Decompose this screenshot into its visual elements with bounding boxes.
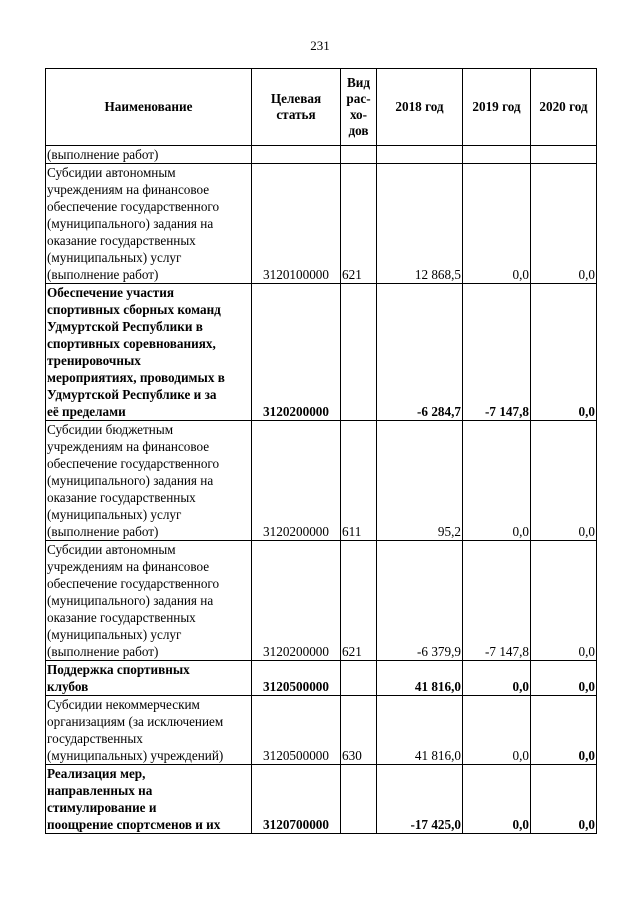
row-2020 bbox=[531, 146, 597, 164]
table-header-row bbox=[46, 69, 597, 146]
row-2020: 0,0 bbox=[531, 421, 597, 541]
header-code: Целевая статья bbox=[252, 69, 341, 146]
row-name: Обеспечение участия спортивных сборных команд Удмуртской Республики в спортивных соревнованиях, тренировочных мероприятиях, проводимых в Удмуртской Республике и за её пределами bbox=[46, 284, 252, 421]
row-type bbox=[341, 765, 377, 834]
table-row bbox=[46, 146, 597, 164]
table-row bbox=[46, 284, 597, 421]
row-2018: 95,2 bbox=[377, 421, 463, 541]
row-code: 3120200000 bbox=[252, 421, 341, 541]
page-number: 231 bbox=[310, 38, 330, 53]
row-2018: 12 868,5 bbox=[377, 164, 463, 284]
row-2020: 0,0 bbox=[531, 541, 597, 661]
row-name: Субсидии бюджетным учреждениям на финансовое обеспечение государственного (муниципального) задания на оказание государственных (муниципальных) услуг (выполнение работ) bbox=[46, 421, 252, 541]
row-2019: 0,0 bbox=[463, 164, 531, 284]
table-row bbox=[46, 164, 597, 284]
table-row bbox=[46, 661, 597, 696]
row-2018: -6 379,9 bbox=[377, 541, 463, 661]
row-code: 3120200000 bbox=[252, 541, 341, 661]
row-code: 3120500000 bbox=[252, 696, 341, 765]
row-name: Реализация мер, направленных на стимулирование и поощрение спортсменов и их bbox=[46, 765, 252, 834]
row-type: 621 bbox=[341, 164, 377, 284]
row-2020: 0,0 bbox=[531, 284, 597, 421]
row-code: 3120200000 bbox=[252, 284, 341, 421]
row-2020: 0,0 bbox=[531, 164, 597, 284]
row-code: 3120100000 bbox=[252, 164, 341, 284]
row-2019: -7 147,8 bbox=[463, 284, 531, 421]
row-2019: 0,0 bbox=[463, 421, 531, 541]
row-2019: 0,0 bbox=[463, 661, 531, 696]
table-row bbox=[46, 696, 597, 765]
budget-table bbox=[45, 68, 597, 834]
table-row bbox=[46, 541, 597, 661]
row-name: Поддержка спортивных клубов bbox=[46, 661, 252, 696]
row-name: (выполнение работ) bbox=[46, 146, 252, 164]
row-2018: 41 816,0 bbox=[377, 696, 463, 765]
row-2020: 0,0 bbox=[531, 696, 597, 765]
row-2019: -7 147,8 bbox=[463, 541, 531, 661]
row-type: 621 bbox=[341, 541, 377, 661]
row-name: Субсидии некоммерческим организациям (за исключением государственных (муниципальных) учреждений) bbox=[46, 696, 252, 765]
row-2019: 0,0 bbox=[463, 696, 531, 765]
row-type bbox=[341, 146, 377, 164]
table-row bbox=[46, 421, 597, 541]
table-row bbox=[46, 765, 597, 834]
row-2020: 0,0 bbox=[531, 661, 597, 696]
header-2018: 2018 год bbox=[377, 69, 463, 146]
row-code: 3120700000 bbox=[252, 765, 341, 834]
row-2018: 41 816,0 bbox=[377, 661, 463, 696]
header-2019: 2019 год bbox=[463, 69, 531, 146]
row-2018: -17 425,0 bbox=[377, 765, 463, 834]
row-2020: 0,0 bbox=[531, 765, 597, 834]
row-2019 bbox=[463, 146, 531, 164]
header-2020: 2020 год bbox=[531, 69, 597, 146]
row-name: Субсидии автономным учреждениям на финансовое обеспечение государственного (муниципального) задания на оказание государственных (муниципальных) услуг (выполнение работ) bbox=[46, 541, 252, 661]
row-type bbox=[341, 284, 377, 421]
row-type: 611 bbox=[341, 421, 377, 541]
row-name: Субсидии автономным учреждениям на финансовое обеспечение государственного (муниципального) задания на оказание государственных (муниципальных) услуг (выполнение работ) bbox=[46, 164, 252, 284]
row-type bbox=[341, 661, 377, 696]
row-code bbox=[252, 146, 341, 164]
row-2018: -6 284,7 bbox=[377, 284, 463, 421]
row-type: 630 bbox=[341, 696, 377, 765]
row-2019: 0,0 bbox=[463, 765, 531, 834]
header-type: Вид рас- хо- дов bbox=[341, 69, 377, 146]
row-code: 3120500000 bbox=[252, 661, 341, 696]
header-name: Наименование bbox=[46, 69, 252, 146]
row-2018 bbox=[377, 146, 463, 164]
